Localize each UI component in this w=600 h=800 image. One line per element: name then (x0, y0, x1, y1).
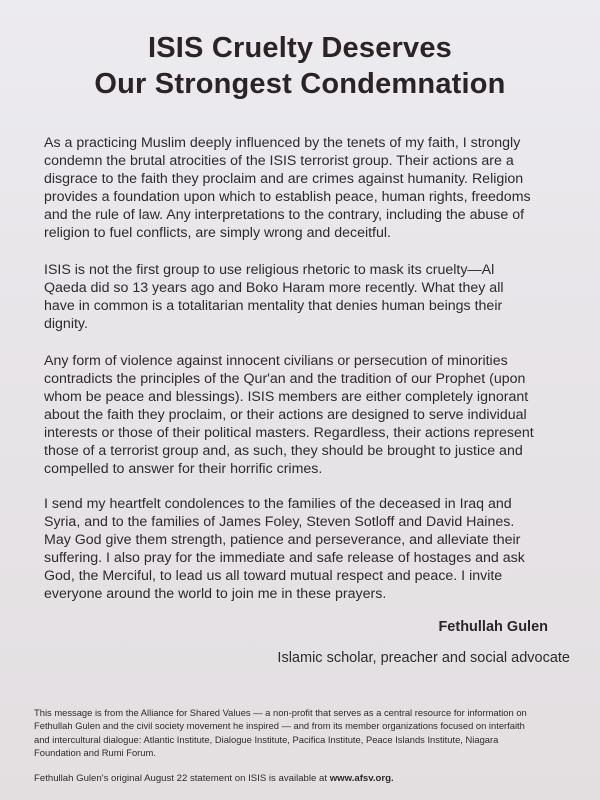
paragraph-line: condemn the brutal atrocities of the ISIS terrorist group. Their actions are a (44, 153, 514, 169)
paragraph-history (44, 261, 572, 333)
headline-line-2: Our Strongest Condemnation (94, 68, 506, 100)
paragraph-line: May God give them strength, patience and perseverance, and alleviate their (44, 532, 521, 548)
paragraph-condolences (44, 495, 572, 603)
paragraph-line: Qaeda did so 13 years ago and Boko Haram more recently. What they all (44, 280, 504, 296)
paragraph-line: Any form of violence against innocent civilians or persecution of minorities (44, 353, 508, 369)
paragraph-condemnation (44, 134, 572, 242)
footer-statement-text: Fethullah Gulen's original August 22 statement on ISIS is available at (34, 773, 330, 784)
footer-line: Fethullah Gulen and the civil society movement he inspired — and from its member organizations focused on interfaith (34, 720, 525, 732)
signature-name: Fethullah Gulen (438, 619, 548, 635)
paragraph-line: Syria, and to the families of James Foley, Steven Sotloff and David Haines. (44, 514, 515, 530)
paragraph-line: and the rule of law. Any interpretations to the contrary, including the abuse of (44, 207, 525, 223)
paragraph-line: religion to fuel conflicts, are simply wrong and deceitful. (44, 225, 391, 241)
paragraph-line: ISIS is not the first group to use religious rhetoric to mask its cruelty—Al (44, 262, 495, 278)
footer-line: This message is from the Alliance for Shared Values — a non-profit that serves as a central resource for information on (34, 707, 527, 718)
footer-url: www.afsv.org. (329, 773, 394, 784)
paragraph-violence (44, 352, 572, 478)
paragraph-line: those of a terrorist group and, as such, they should be brought to justice and (44, 443, 523, 459)
paragraph-line: about the faith they proclaim, or their actions are designed to serve individual (44, 407, 527, 423)
paragraph-line: disgrace to the faith they proclaim and are crimes against humanity. Religion (44, 171, 524, 187)
paragraph-line: interests or those of their political masters. Regardless, their actions represent (44, 425, 534, 441)
paragraph-line: provides a foundation upon which to establish peace, human rights, freedoms (44, 189, 531, 205)
headline (0, 30, 600, 102)
paragraph-line: everyone around the world to join me in these prayers. (44, 586, 387, 602)
paragraph-line: whom be peace and blessings). ISIS members are either completely ignorant (44, 389, 529, 405)
paragraph-line: God, the Merciful, to lead us all toward mutual respect and peace. I invite (44, 568, 503, 584)
paragraph-line: suffering. I also pray for the immediate and safe release of hostages and ask (44, 550, 525, 566)
footer-line: and intercultural dialogue: Atlantic Institute, Dialogue Institute, Pacifica Institute, Peace Islands Institute, Niagara (34, 733, 499, 745)
paragraph-line: contradicts the principles of the Qur'an and the tradition of our Prophet (upon (44, 371, 526, 387)
paragraph-line: I send my heartfelt condolences to the families of the deceased in Iraq and (44, 496, 512, 512)
headline-line-1: ISIS Cruelty Deserves (147, 32, 453, 64)
footer-note (34, 706, 574, 760)
footer-statement (34, 773, 394, 784)
paragraph-line: dignity. (44, 316, 88, 332)
signature-title: Islamic scholar, preacher and social advocate (277, 650, 570, 666)
paragraph-line: As a practicing Muslim deeply influenced by the tenets of my faith, I strongly (44, 135, 521, 151)
paragraph-line: compelled to answer for their horrific crimes. (44, 461, 323, 477)
footer-line: Foundation and Rumi Forum. (34, 747, 156, 759)
paragraph-line: have in common is a totalitarian mentality that denies human beings their (44, 298, 503, 314)
